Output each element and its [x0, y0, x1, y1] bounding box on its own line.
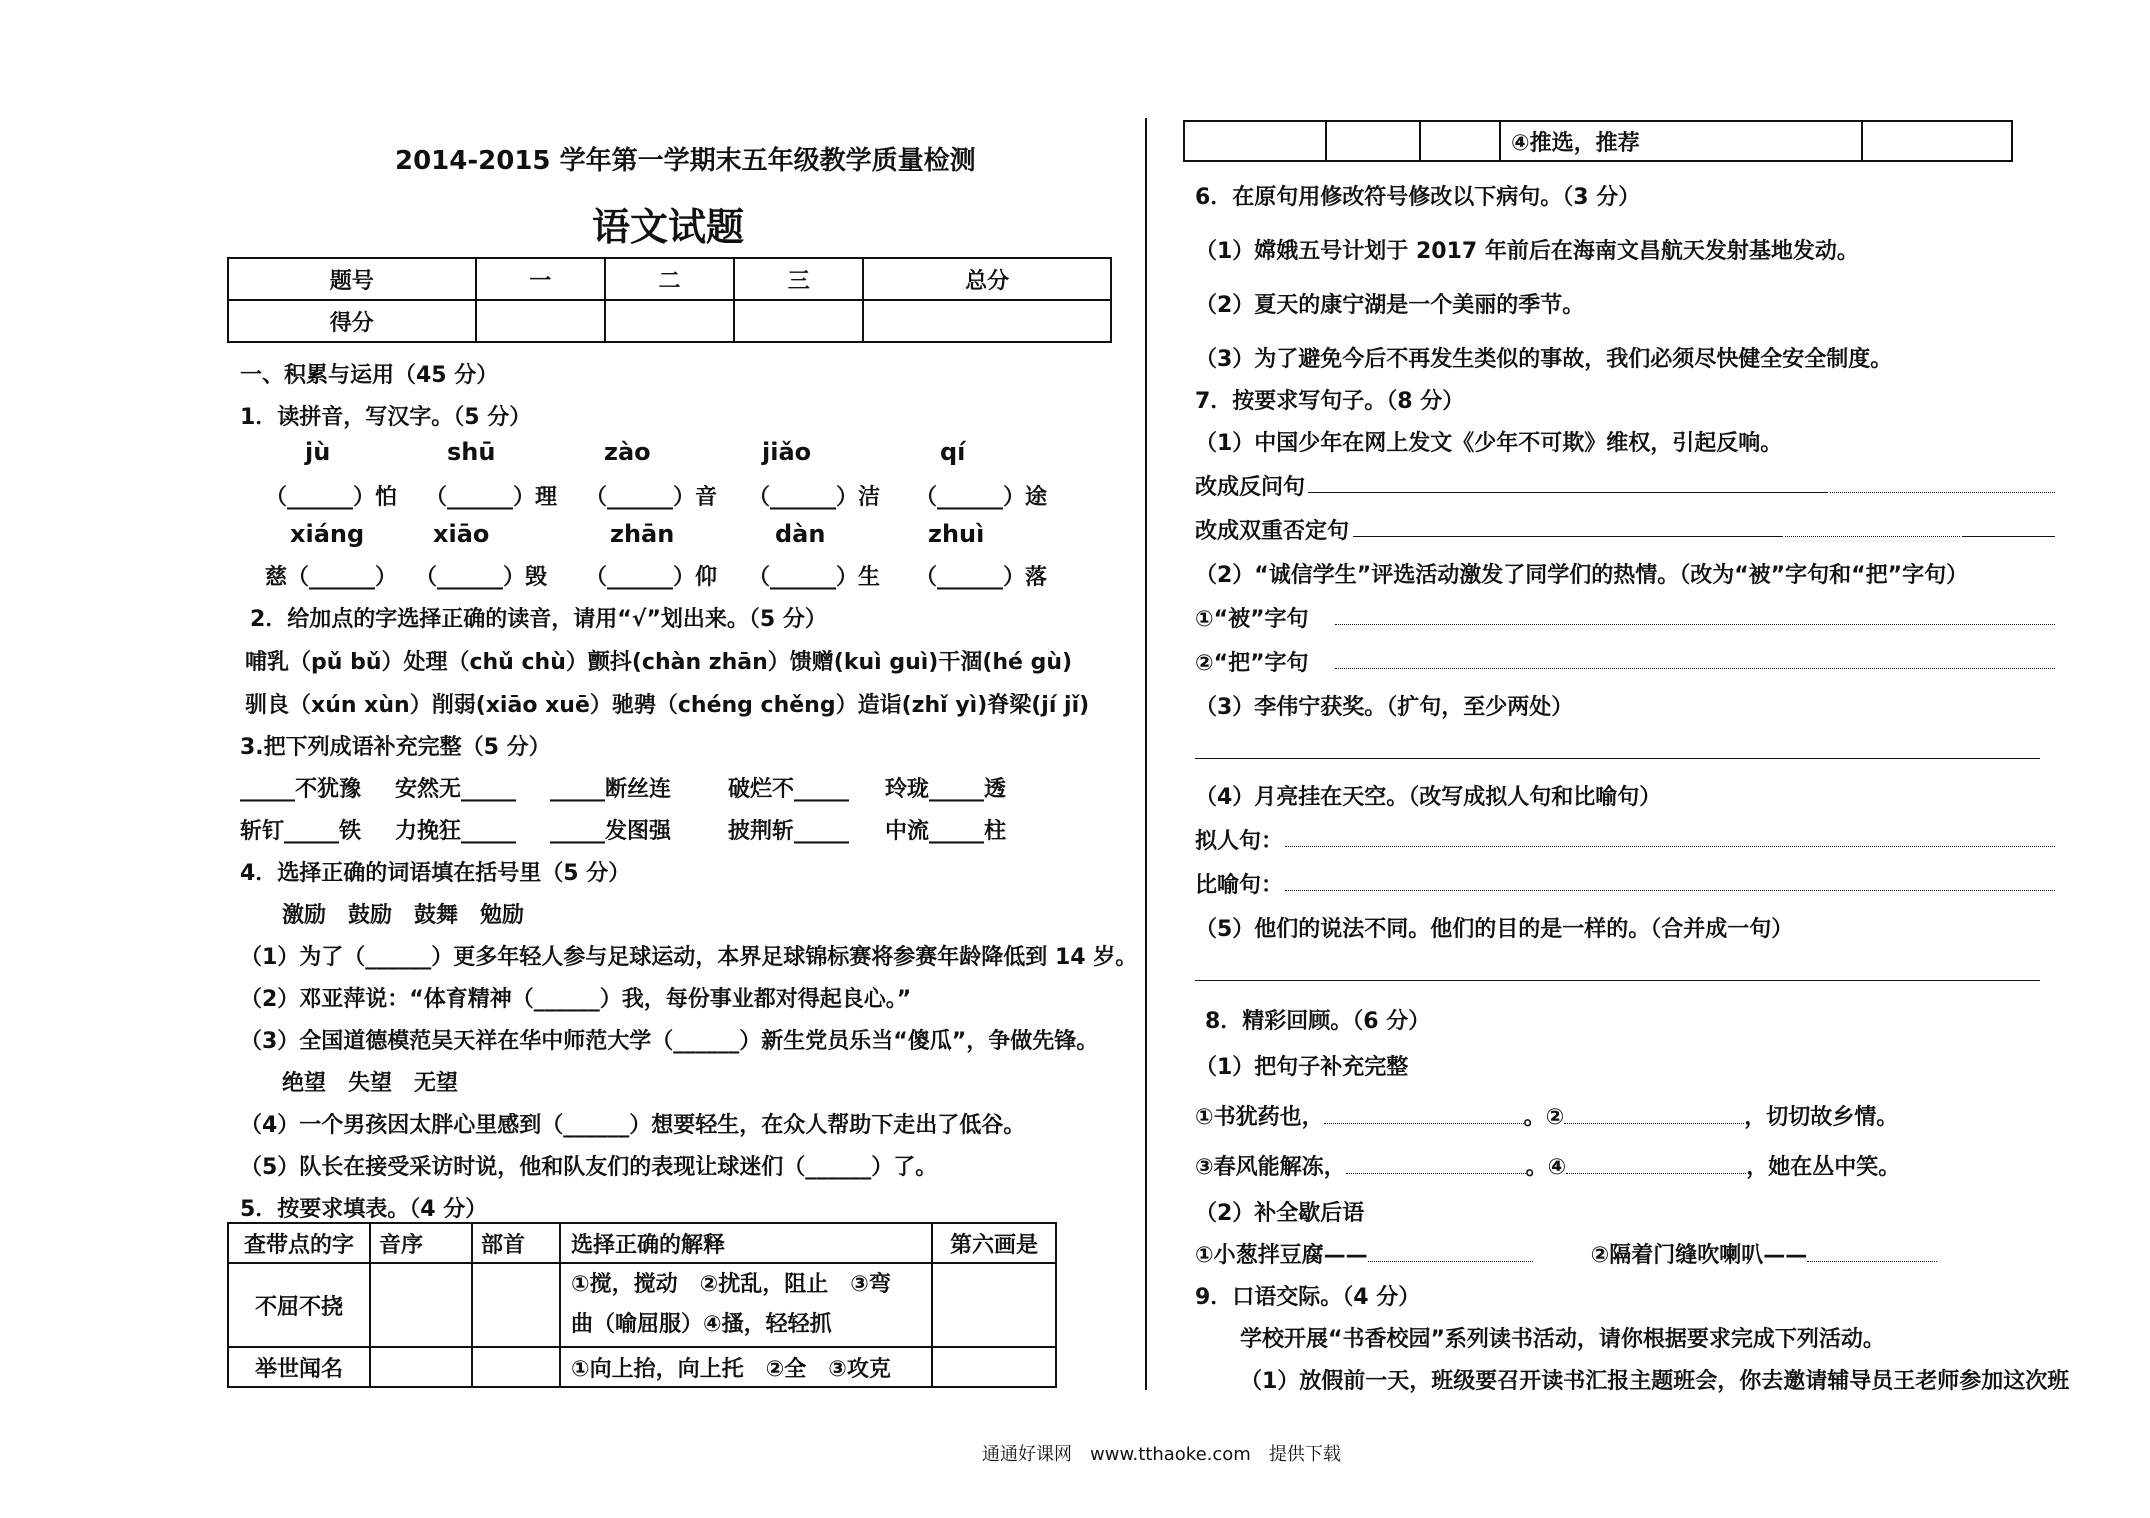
q8-text: ①书犹药也， — [1195, 1105, 1324, 1130]
char-blank[interactable]: （______）怕 — [265, 485, 398, 510]
q4-sentence[interactable]: （5）队长在接受采访时说，他和队友们的表现让球迷们（______）了。 — [240, 1155, 938, 1180]
q6-sentence[interactable]: （2）夏天的康宁湖是一个美丽的季节。 — [1195, 293, 1585, 318]
q2-title: 2．给加点的字选择正确的读音，请用“√”划出来。（5 分） — [250, 607, 827, 632]
q7-prompt: （5）他们的说法不同。他们的目的是一样的。（合并成一句） — [1195, 917, 1794, 942]
q5-header-cell: 选择正确的解释 — [560, 1223, 932, 1263]
q5-input-cell[interactable] — [1326, 121, 1420, 161]
q8-text: ③春风能解冻， — [1195, 1155, 1346, 1180]
q5-meaning-cell[interactable] — [560, 1263, 932, 1347]
idiom-blank[interactable]: _____不犹豫 — [240, 777, 362, 802]
q2-line[interactable]: 哺乳（pǔ bǔ）处理（chǔ chù）颤抖(chàn zhān）馈赠(kuì guì)干涸(hé gù) — [245, 650, 1073, 675]
answer-line[interactable] — [1335, 624, 2055, 625]
q4-title: 4．选择正确的词语填在括号里（5 分） — [240, 861, 631, 886]
pinyin: xiāo — [433, 520, 490, 548]
exam-title: 2014-2015 学年第一学期末五年级教学质量检测 — [395, 146, 976, 176]
q8-blank[interactable] — [1324, 1123, 1524, 1124]
score-header-cell: 二 — [605, 258, 734, 300]
q8-text: 。② — [1523, 1105, 1565, 1130]
q5-title: 5．按要求填表。（4 分） — [240, 1197, 488, 1222]
q8-blank[interactable] — [1807, 1261, 1937, 1262]
q8-text: ①小葱拌豆腐—— — [1195, 1243, 1368, 1268]
q4-sentence[interactable]: （1）为了（______）更多年轻人参与足球运动，本界足球锦标赛将参赛年龄降低到 14 岁。 — [240, 945, 1138, 970]
q5-word-cell: 举世闻名 — [228, 1347, 370, 1387]
q7-label: 改成反问句 — [1195, 475, 1306, 500]
q5-meaning-line: 曲（喻屈服）④搔，轻轻抓 — [571, 1312, 832, 1337]
score-input-cell[interactable] — [476, 300, 605, 342]
score-header-cell: 三 — [734, 258, 863, 300]
answer-line[interactable] — [1285, 846, 2055, 847]
char-blank[interactable]: （______）生 — [748, 565, 881, 590]
q1-title: 1．读拼音，写汉字。（5 分） — [240, 405, 532, 430]
answer-line[interactable] — [1353, 536, 1783, 537]
q8-text: ②隔着门缝吹喇叭—— — [1590, 1243, 1808, 1268]
q8-text: ，她在丛中笑。 — [1746, 1155, 1901, 1180]
pinyin: jiǎo — [762, 438, 812, 466]
q7-label: 改成双重否定句 — [1195, 519, 1350, 544]
q5-input-cell[interactable] — [932, 1347, 1056, 1387]
q9-prompt: （1）放假前一天，班级要召开读书汇报主题班会，你去邀请辅导员王老师参加这次班 — [1240, 1369, 2070, 1394]
q8-prompt: （2）补全歇后语 — [1195, 1201, 1365, 1226]
char-blank[interactable]: （______）途 — [915, 485, 1048, 510]
answer-line[interactable] — [1335, 668, 2055, 669]
q5-table-continued — [1183, 120, 2013, 162]
q7-prompt: （3）李伟宁获奖。（扩句，至少两处） — [1195, 695, 1574, 720]
pinyin: dàn — [775, 520, 826, 548]
idiom-blank[interactable]: 斩钉_____铁 — [240, 819, 362, 844]
idiom-blank[interactable]: 安然无_____ — [395, 777, 517, 802]
q9-prompt: 学校开展“书香校园”系列读书活动，请你根据要求完成下列活动。 — [1240, 1327, 1885, 1352]
q3-title: 3.把下列成语补充完整（5 分） — [240, 735, 551, 760]
q5-input-cell[interactable] — [370, 1263, 472, 1347]
word-options: 绝望 失望 无望 — [282, 1071, 459, 1096]
pinyin: zhuì — [928, 520, 985, 548]
q5-header-cell: 音序 — [370, 1223, 472, 1263]
q8-line[interactable] — [1195, 1150, 1900, 1181]
q5-meaning-line: ①搅，搅动 ②扰乱，阻止 ③弯 — [571, 1272, 891, 1297]
score-header-cell: 总分 — [863, 258, 1111, 300]
pinyin: qí — [940, 438, 966, 466]
answer-line[interactable] — [1830, 492, 2055, 493]
q8-line[interactable] — [1195, 1238, 1937, 1269]
q4-sentence[interactable]: （2）邓亚萍说：“体育精神（______）我，每份事业都对得起良心。” — [240, 987, 912, 1012]
char-blank[interactable]: （______）洁 — [748, 485, 881, 510]
score-input-cell[interactable] — [605, 300, 734, 342]
column-divider — [1145, 118, 1147, 1390]
idiom-blank[interactable]: 破烂不_____ — [728, 777, 850, 802]
q8-blank[interactable] — [1564, 1123, 1744, 1124]
q2-line[interactable]: 驯良（xún xùn）削弱(xiāo xuē）驰骋（chéng chěng）造诣(zhǐ yì)脊梁(jí jǐ) — [245, 693, 1090, 718]
score-table — [227, 257, 1112, 343]
char-blank[interactable]: （______）落 — [915, 565, 1048, 590]
score-header-cell: 题号 — [228, 258, 476, 300]
pinyin: jù — [305, 438, 331, 466]
q7-label: 比喻句： — [1195, 873, 1284, 898]
q5-input-cell[interactable] — [472, 1263, 560, 1347]
char-blank[interactable]: （______）理 — [425, 485, 558, 510]
q8-prompt: （1）把句子补充完整 — [1195, 1055, 1409, 1080]
char-blank[interactable]: 慈（______） — [265, 565, 398, 590]
q7-label: ②“把”字句 — [1195, 651, 1309, 676]
q4-sentence[interactable]: （4）一个男孩因太胖心里感到（______）想要轻生，在众人帮助下走出了低谷。 — [240, 1113, 1026, 1138]
idiom-blank[interactable]: 披荆斩_____ — [728, 819, 850, 844]
q6-sentence[interactable]: （1）嫦娥五号计划于 2017 年前后在海南文昌航天发射基地发动。 — [1195, 239, 1859, 264]
q5-header-cell: 第六画是 — [932, 1223, 1056, 1263]
answer-line[interactable] — [1285, 890, 2055, 891]
score-input-cell[interactable] — [863, 300, 1111, 342]
q5-input-cell[interactable] — [1420, 121, 1500, 161]
q5-header-cell: 查带点的字 — [228, 1223, 370, 1263]
score-header-cell: 一 — [476, 258, 605, 300]
q6-sentence[interactable]: （3）为了避免今后不再发生类似的事故，我们必须尽快健全安全制度。 — [1195, 347, 1893, 372]
q8-blank[interactable] — [1346, 1173, 1526, 1174]
idiom-blank[interactable]: _____断丝连 — [550, 777, 672, 802]
answer-line[interactable] — [1785, 536, 1960, 537]
idiom-blank[interactable]: 力挽狂_____ — [395, 819, 517, 844]
char-blank[interactable]: （______）音 — [585, 485, 718, 510]
q8-text: ，切切故乡情。 — [1744, 1105, 1899, 1130]
q5-word-cell: 不屈不挠 — [228, 1263, 370, 1347]
q5-input-cell[interactable] — [1184, 121, 1326, 161]
q9-title: 9．口语交际。（4 分） — [1195, 1285, 1421, 1310]
q5-input-cell[interactable] — [472, 1347, 560, 1387]
q5-meaning-cell[interactable]: ①向上抬，向上托 ②全 ③攻克 — [560, 1347, 932, 1387]
answer-line[interactable] — [1195, 980, 2040, 981]
q7-prompt: （4）月亮挂在天空。（改写成拟人句和比喻句） — [1195, 785, 1662, 810]
q4-sentence[interactable]: （3）全国道德模范吴天祥在华中师范大学（______）新生党员乐当“傻瓜”，争做先锋。 — [240, 1029, 1099, 1054]
idiom-blank[interactable]: 中流_____柱 — [885, 819, 1007, 844]
q5-header-cell: 部首 — [472, 1223, 560, 1263]
q6-title: 6．在原句用修改符号修改以下病句。（3 分） — [1195, 185, 1641, 210]
score-input-cell[interactable] — [734, 300, 863, 342]
q5-input-cell[interactable] — [370, 1347, 472, 1387]
q7-label: ①“被”字句 — [1195, 607, 1309, 632]
q7-title: 7．按要求写句子。（8 分） — [1195, 389, 1465, 414]
pinyin: zào — [604, 438, 651, 466]
char-blank[interactable]: （______）毁 — [415, 565, 548, 590]
q5-table — [227, 1222, 1057, 1388]
pinyin: zhān — [610, 520, 675, 548]
q8-blank[interactable] — [1566, 1173, 1746, 1174]
q5-input-cell[interactable] — [932, 1263, 1056, 1347]
answer-line[interactable] — [1308, 492, 1828, 493]
exam-subtitle: 语文试题 — [592, 205, 745, 249]
score-label-cell: 得分 — [228, 300, 476, 342]
idiom-blank[interactable]: 玲珑_____透 — [885, 777, 1007, 802]
q5-input-cell[interactable] — [1862, 121, 2012, 161]
idiom-blank[interactable]: _____发图强 — [550, 819, 672, 844]
q8-blank[interactable] — [1368, 1261, 1533, 1262]
q7-prompt: （1）中国少年在网上发文《少年不可欺》维权，引起反响。 — [1195, 431, 1783, 456]
footer-credit: 通通好课网 www.tthaoke.com 提供下载 — [982, 1444, 1341, 1465]
answer-line[interactable] — [1962, 536, 2055, 537]
answer-line[interactable] — [1195, 758, 2040, 759]
q8-line[interactable] — [1195, 1100, 1898, 1131]
section-heading: 一、积累与运用（45 分） — [240, 363, 499, 388]
pinyin: shū — [447, 438, 496, 466]
word-options: 激励 鼓励 鼓舞 勉励 — [282, 903, 525, 928]
q8-text: 。④ — [1525, 1155, 1567, 1180]
q8-title: 8．精彩回顾。（6 分） — [1205, 1009, 1431, 1034]
pinyin: xiáng — [290, 520, 365, 548]
q7-label: 拟人句： — [1195, 829, 1284, 854]
q5-meaning-cell[interactable]: ④推选，推荐 — [1500, 121, 1862, 161]
char-blank[interactable]: （______）仰 — [585, 565, 718, 590]
q7-prompt: （2）“诚信学生”评选活动激发了同学们的热情。（改为“被”字句和“把”字句） — [1195, 563, 1969, 588]
